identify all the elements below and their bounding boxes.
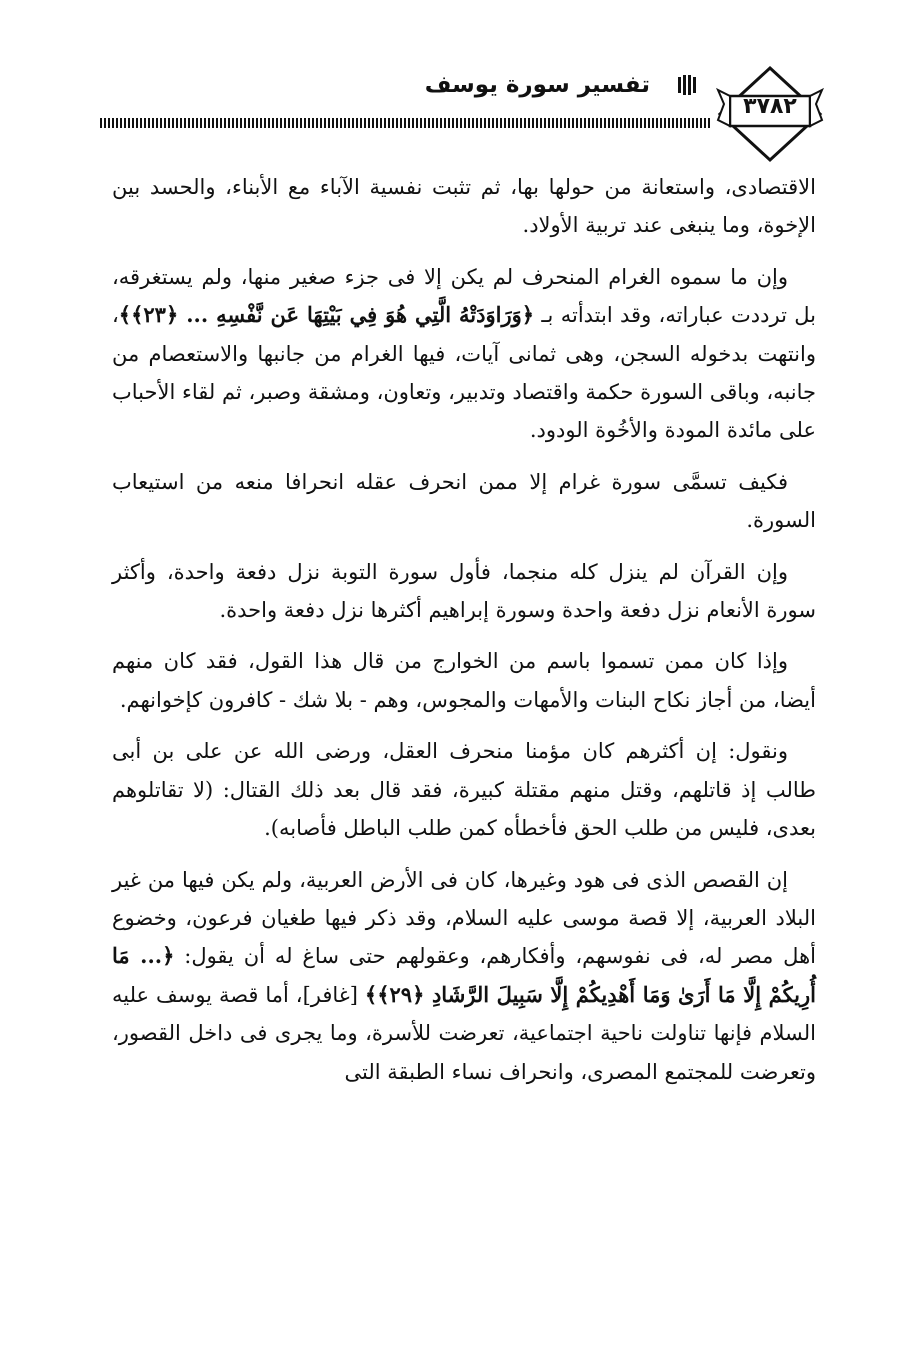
paragraph: وإذا كان ممن تسموا باسم من الخوارج من قال هذا القول، فقد كان منهم أيضا، من أجاز نكاح البنات والأمهات والمجوس، وهم - بلا شك - كافرون كإخوانهم.	[112, 649, 816, 712]
paragraph: فكيف تسمَّى سورة غرام إلا ممن انحرف عقله انحرافا منعه من استيعاب السورة.	[112, 469, 816, 533]
paragraph: الاقتصادى، واستعانة من حولها بها، ثم تثبت نفسية الآباء مع الأبناء، والحسد بين الإخوة، وما ينبغى عند تربية الأولاد.	[112, 175, 816, 238]
ornament-icon	[672, 74, 702, 96]
body-text	[112, 168, 816, 1104]
header-rule	[100, 118, 712, 128]
paragraph-text: إن القصص الذى فى هود وغيرها، كان فى الأرض العربية، ولم يكن فيها من غير البلاد العربية، إلا قصة موسى عليه السلام، وقد ذكر فيها طغيان فرعون، وخضوع أهل مصر له، فى نفوسهم، وأفكارهم، وعقولهم حتى ساغ له أن يقول:	[112, 867, 816, 969]
quran-verse: ﴿وَرَاوَدَتْهُ الَّتِي هُوَ فِي بَيْتِهَا عَن نَّفْسِهِ ... ﴿٢٣﴾﴾	[118, 302, 535, 328]
paragraph: ونقول: إن أكثرهم كان مؤمنا منحرف العقل، ورضى الله عن على بن أبى طالب إذ قاتلهم، وقتل منهم مقتلة كبيرة، فقد قال بعد ذلك القتال: (لا تقاتلوهم بعدى، فليس من طلب الحق فأخطأه كمن طلب الباطل فأصابه).	[112, 739, 816, 841]
paragraph	[112, 861, 816, 1091]
quran-verse: ﴿... مَا أُرِيكُمْ إِلَّا مَا أَرَىٰ وَمَا أَهْدِيكُمْ إِلَّا سَبِيلَ الرَّشَادِ ﴿٢٩﴾﴾	[112, 943, 816, 1007]
page-number: ٣٧٨٢	[743, 94, 797, 119]
paragraph	[112, 258, 816, 450]
paragraph-text: ، وانتهت بدخوله السجن، وهى ثمانى آيات، فيها الغرام من جانبها والاستعصام من جانبه، وباقى السورة حكمة واقتصاد وتدبير، وتعاون، ومشقة وصبر، ثم لقاء الأحباب على مائدة المودة والأخُوة الودود.	[112, 303, 816, 443]
paragraph-text: وإن ما سموه الغرام المنحرف لم يكن إلا فى جزء صغير منها، ولم يستغرقه، بل ترددت عباراته، وقد ابتدأته بـ	[112, 264, 816, 328]
running-title: تفسير سورة يوسف	[424, 72, 650, 98]
paragraph-text: [غافر]، أما قصة يوسف عليه السلام فإنها تناولت ناحية اجتماعية، تعرضت للأسرة، وما يجرى فى داخل القصور، وتعرضت للمجتمع المصرى، وانحراف نساء الطبقة التى	[112, 982, 816, 1084]
page-number-badge	[710, 64, 830, 164]
page-header	[100, 64, 820, 164]
paragraph: وإن القرآن لم ينزل كله منجما، فأول سورة التوبة نزل دفعة واحدة، وأكثر سورة الأنعام نزل دفعة واحدة وسورة إبراهيم أكثرها نزل دفعة واحدة.	[112, 559, 816, 623]
